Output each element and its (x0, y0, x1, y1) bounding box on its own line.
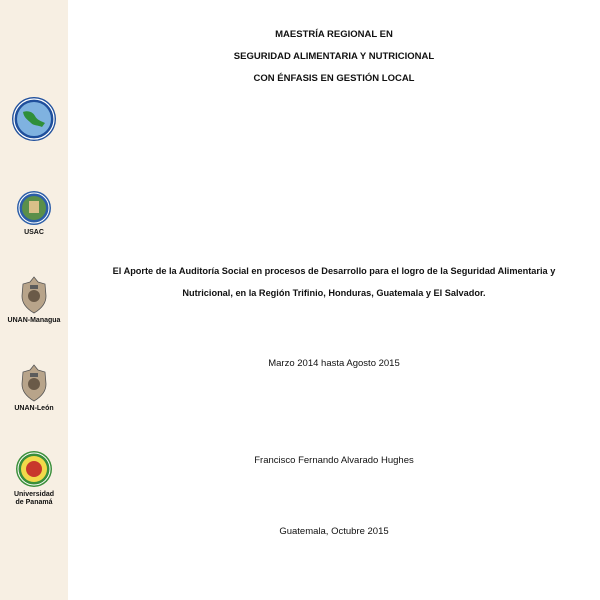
logo-usac (0, 190, 68, 237)
csuca-seal-icon (11, 96, 57, 142)
panama-seal-icon (15, 450, 53, 488)
logo-unan-leon (0, 364, 68, 413)
period: Marzo 2014 hasta Agosto 2015 (268, 358, 400, 369)
place-date: Guatemala, Octubre 2015 (279, 526, 389, 537)
unan-managua-label: UNAN-Managua (7, 317, 61, 324)
program-heading (68, 24, 600, 90)
logo-sidebar (0, 0, 68, 600)
panama-label-line1: Universidad (13, 491, 55, 498)
logo-panama (0, 450, 68, 507)
logo-csuca (0, 96, 68, 142)
thesis-title-line-1: El Aporte de la Auditoría Social en procesos de Desarrollo para el logro de la Seguridad Alimentaria y (112, 266, 556, 276)
program-line-3: CON ÉNFASIS EN GESTIÓN LOCAL (253, 73, 415, 84)
panama-label-line2: de Panamá (15, 499, 53, 506)
author-name: Francisco Fernando Alvarado Hughes (254, 455, 414, 466)
program-line-1: MAESTRÍA REGIONAL EN (275, 29, 393, 40)
thesis-title (68, 260, 600, 304)
usac-label: USAC (24, 229, 44, 236)
logo-unan-managua (0, 276, 68, 325)
thesis-title-line-2: Nutricional, en la Región Trifinio, Honduras, Guatemala y El Salvador. (182, 288, 486, 298)
unan-leon-label: UNAN-León (14, 405, 54, 412)
usac-seal-icon (16, 190, 52, 226)
program-line-2: SEGURIDAD ALIMENTARIA Y NUTRICIONAL (233, 51, 435, 62)
unan-managua-seal-icon (19, 276, 49, 314)
unan-leon-seal-icon (19, 364, 49, 402)
